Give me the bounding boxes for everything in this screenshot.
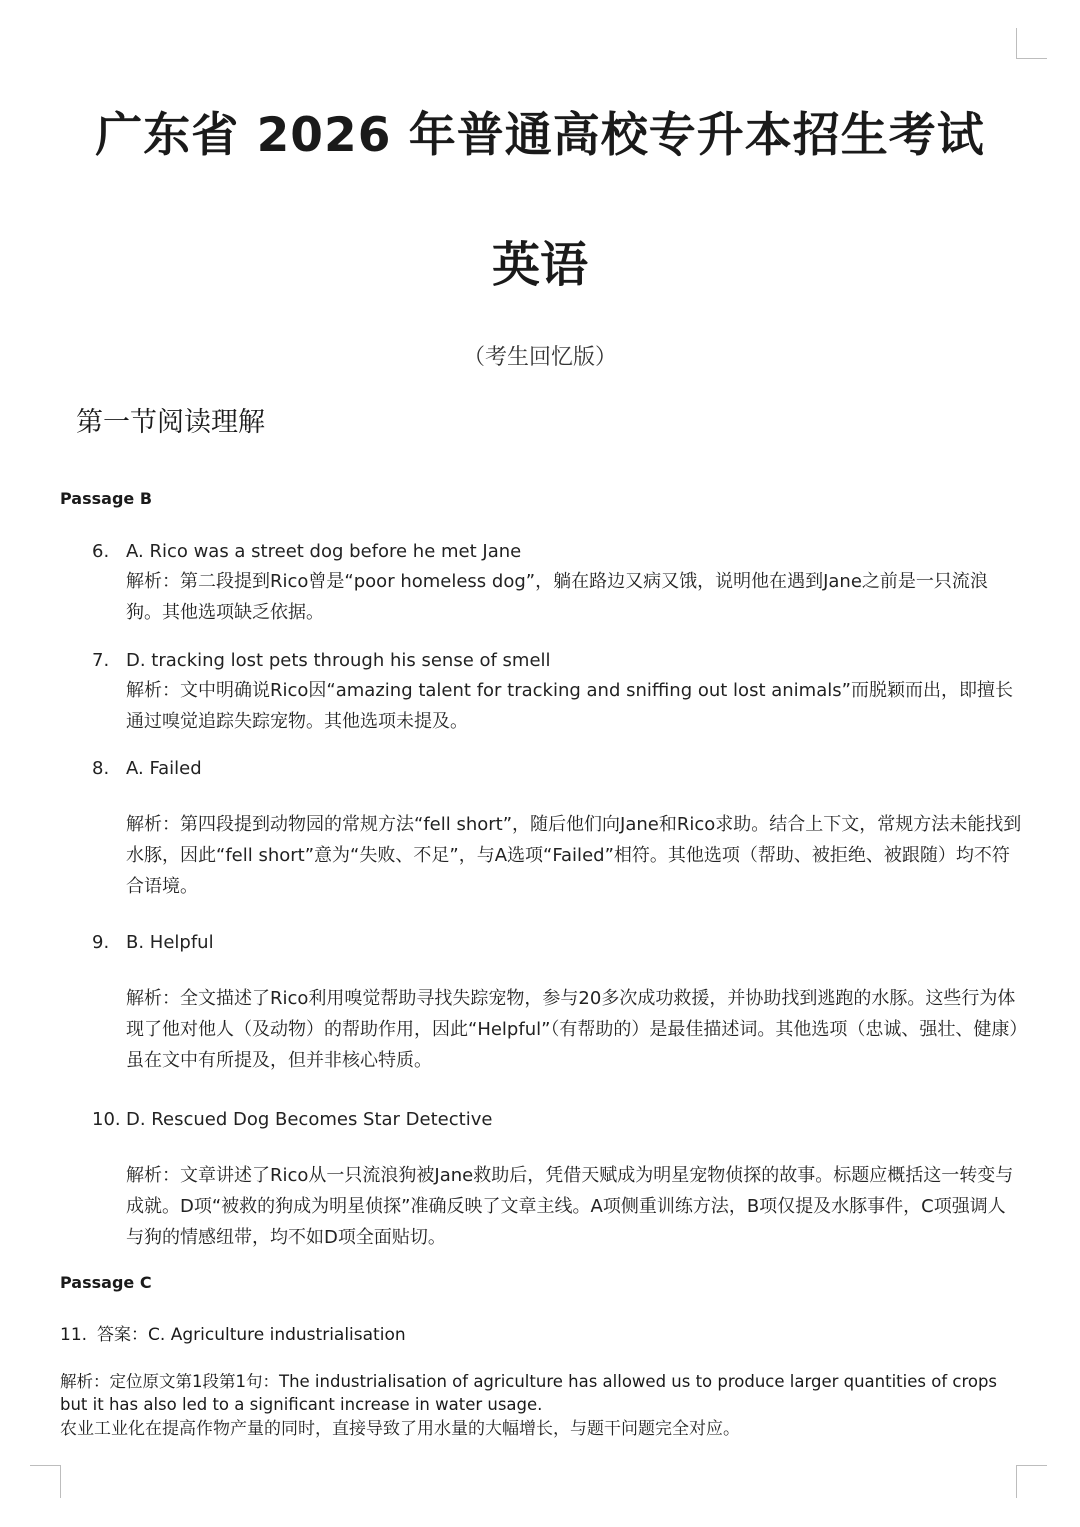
answer-text: D. Rescued Dog Becomes Star Detective bbox=[126, 1109, 493, 1130]
answer-line bbox=[92, 647, 1022, 675]
question-number: 7. bbox=[92, 650, 110, 671]
exam-title: 广东省 2026 年普通高校专升本招生考试 bbox=[95, 108, 985, 163]
answer-line bbox=[92, 538, 1022, 566]
explanation-chinese: 农业工业化在提高作物产量的同时，直接导致了用水量的大幅增长，与题干问题完全对应。 bbox=[60, 1419, 740, 1439]
question-6 bbox=[92, 538, 1022, 628]
answer-line bbox=[92, 755, 1022, 783]
crop-mark-bottom-left bbox=[30, 1465, 61, 1498]
answer-text: B. Helpful bbox=[126, 932, 214, 953]
crop-mark-top-right bbox=[1016, 28, 1047, 59]
explanation: 解析：全文描述了Rico利用嗅觉帮助寻找失踪宠物，参与20多次成功救援，并协助找到逃跑的水豚。这些行为体现了他对他人（及动物）的帮助作用，因此“Helpful”（有帮助的）是最佳描述词。其他选项（忠诚、强壮、健康）虽在文中有所提及，但并非核心特质。 bbox=[126, 988, 1019, 1071]
answer-text: 答案：C. Agriculture industrialisation bbox=[97, 1325, 406, 1345]
answer-line bbox=[92, 1106, 1022, 1134]
passage-b-label: Passage B bbox=[60, 489, 153, 508]
question-10 bbox=[92, 1106, 1022, 1253]
explanation: 解析：第二段提到Rico曾是“poor homeless dog”，躺在路边又病又饿，说明他在遇到Jane之前是一只流浪狗。其他选项缺乏依据。 bbox=[126, 571, 988, 623]
answer-text: D. tracking lost pets through his sense of smell bbox=[126, 650, 551, 671]
edition-note: （考生回忆版） bbox=[462, 345, 617, 370]
explanation: 解析：第四段提到动物园的常规方法“fell short”，随后他们向Jane和Rico求助。结合上下文，常规方法未能找到水豚，因此“fell short”意为“失败、不足”，与A选项“Failed”相符。其他选项（帮助、被拒绝、被跟随）均不符合语境。 bbox=[126, 814, 1022, 897]
explanation: 解析：文章讲述了Rico从一只流浪狗被Jane救助后，凭借天赋成为明星宠物侦探的故事。标题应概括这一转变与成就。D项“被救的狗成为明星侦探”准确反映了文章主线。A项侧重训练方法，B项仅提及水豚事件，C项强调人与狗的情感纽带，均不如D项全面贴切。 bbox=[126, 1165, 1014, 1248]
explanation: 解析：定位原文第1段第1句：The industrialisation of agriculture has allowed us to produce larger quantities of crops but it has also led to a significant increase in water usage. bbox=[60, 1372, 998, 1414]
question-7 bbox=[92, 647, 1022, 737]
subject-title: 英语 bbox=[491, 237, 588, 293]
question-11 bbox=[60, 1320, 406, 1345]
question-number: 11. bbox=[60, 1325, 88, 1345]
answer-text: A. Failed bbox=[126, 758, 202, 779]
answer-text: A. Rico was a street dog before he met Jane bbox=[126, 541, 522, 562]
question-number: 10. bbox=[92, 1109, 121, 1130]
question-number: 8. bbox=[92, 758, 110, 779]
answer-line bbox=[92, 929, 1022, 957]
passage-c-label: Passage C bbox=[60, 1273, 152, 1292]
question-8 bbox=[92, 755, 1022, 902]
section-heading: 第一节阅读理解 bbox=[76, 407, 265, 438]
crop-mark-bottom-right bbox=[1016, 1465, 1047, 1498]
question-9 bbox=[92, 929, 1022, 1076]
question-number: 9. bbox=[92, 932, 110, 953]
explanation: 解析：文中明确说Rico因“amazing talent for tracking and sniffing out lost animals”而脱颖而出，即擅长通过嗅觉追踪失踪宠物。其他选项未提及。 bbox=[126, 680, 1013, 732]
question-number: 6. bbox=[92, 541, 110, 562]
